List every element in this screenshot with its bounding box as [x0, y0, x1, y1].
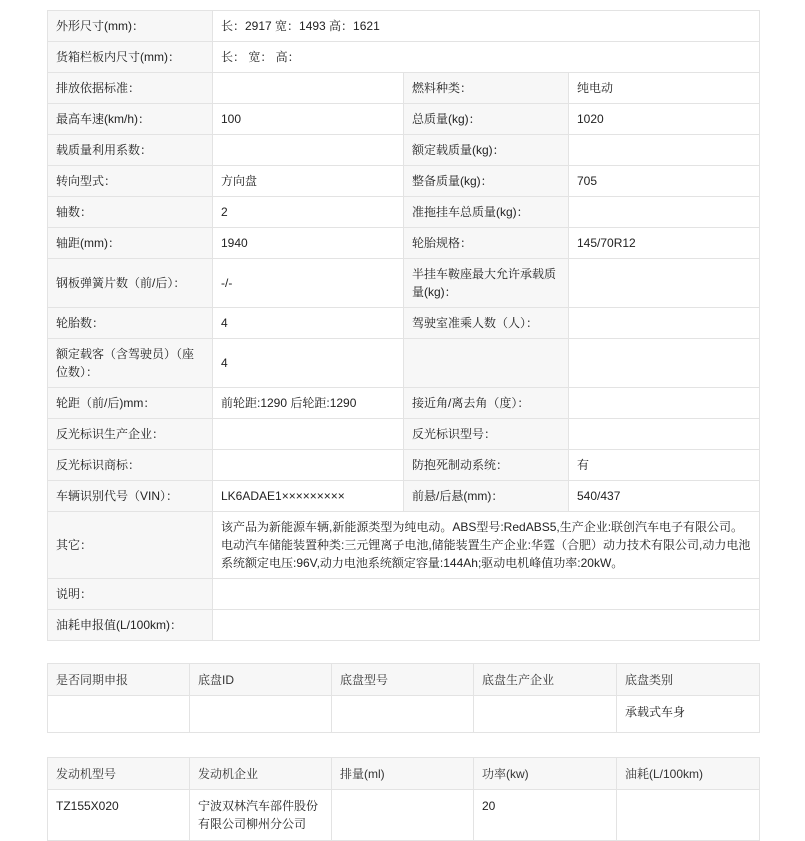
engine-cell-power: 20	[474, 790, 617, 841]
table-row	[48, 579, 760, 610]
spec-label: 其它：	[48, 512, 213, 579]
engine-cell-manufacturer: 宁波双林汽车部件股份有限公司柳州分公司	[190, 790, 332, 841]
spec-label: 说明：	[48, 579, 213, 610]
spec-value-other: 该产品为新能源车辆,新能源类型为纯电动。ABS型号:RedABS5,生产企业:联创汽车电子有限公司。电动汽车储能装置种类:三元锂离子电池,储能装置生产企业:华霆（合肥）动力技术有限公司,动力电池系统额定电压:96V,动力电池系统额定容量:144Ah;驱动电机峰值功率:20kW。	[213, 512, 760, 579]
spec-label: 前悬/后悬(mm)：	[404, 481, 569, 512]
chassis-col-category: 底盘类别	[617, 664, 760, 696]
spec-label: 额定载客（含驾驶员）（座位数）：	[48, 339, 213, 388]
chassis-table	[47, 663, 760, 733]
table-row	[48, 481, 760, 512]
spec-label: 额定载质量(kg)：	[404, 135, 569, 166]
table-row	[48, 610, 760, 641]
engine-col-fuel-consumption: 油耗(L/100km)	[617, 758, 760, 790]
chassis-col-manufacturer: 底盘生产企业	[474, 664, 617, 696]
table-row	[48, 11, 760, 42]
chassis-cell-model	[332, 696, 474, 733]
spec-value: 2	[213, 197, 404, 228]
engine-cell-fuel-consumption	[617, 790, 760, 841]
spec-value	[213, 579, 760, 610]
table-row	[48, 166, 760, 197]
spec-label: 反光标识型号：	[404, 419, 569, 450]
spec-value	[569, 419, 760, 450]
chassis-cell-manufacturer	[474, 696, 617, 733]
spec-value: 145/70R12	[569, 228, 760, 259]
chassis-col-same-period: 是否同期申报	[48, 664, 190, 696]
spec-label: 车辆识别代号（VIN）：	[48, 481, 213, 512]
spec-value	[569, 308, 760, 339]
table-row	[48, 104, 760, 135]
table-row	[48, 259, 760, 308]
spec-value: 长： 宽： 高：	[213, 42, 760, 73]
table-row	[48, 512, 760, 579]
vehicle-spec-page	[0, 10, 805, 831]
spec-value: 前轮距:1290 后轮距:1290	[213, 388, 404, 419]
spec-value: 方向盘	[213, 166, 404, 197]
spec-label: 轮胎规格：	[404, 228, 569, 259]
spec-label: 最高车速(km/h)：	[48, 104, 213, 135]
spec-label: 转向型式：	[48, 166, 213, 197]
spec-value: 540/437	[569, 481, 760, 512]
spec-label: 外形尺寸(mm)：	[48, 11, 213, 42]
table-row	[48, 197, 760, 228]
spec-label: 驾驶室准乘人数（人）：	[404, 308, 569, 339]
spec-value	[213, 73, 404, 104]
chassis-cell-category: 承载式车身	[617, 696, 760, 733]
spec-label: 防抱死制动系统：	[404, 450, 569, 481]
spec-value	[569, 259, 760, 308]
spec-table-body	[48, 11, 760, 641]
spec-label: 油耗申报值(L/100km)：	[48, 610, 213, 641]
spec-label: 载质量利用系数：	[48, 135, 213, 166]
spec-label: 钢板弹簧片数（前/后）：	[48, 259, 213, 308]
table-row	[48, 696, 760, 733]
spec-value	[569, 135, 760, 166]
spec-value	[213, 450, 404, 481]
spec-value: 1020	[569, 104, 760, 135]
engine-cell-model: TZ155X020	[48, 790, 190, 841]
engine-table-body	[48, 790, 760, 841]
spec-value: 纯电动	[569, 73, 760, 104]
spec-label: 轴距(mm)：	[48, 228, 213, 259]
table-header-row	[48, 664, 760, 696]
spec-value	[213, 419, 404, 450]
spec-value	[213, 135, 404, 166]
spec-value: 4	[213, 339, 404, 388]
spec-label: 准拖挂车总质量(kg)：	[404, 197, 569, 228]
engine-col-model: 发动机型号	[48, 758, 190, 790]
spec-value	[569, 339, 760, 388]
chassis-table-body	[48, 696, 760, 733]
table-row	[48, 135, 760, 166]
engine-col-displacement: 排量(ml)	[332, 758, 474, 790]
engine-table-head	[48, 758, 760, 790]
table-row	[48, 339, 760, 388]
spec-value: 1940	[213, 228, 404, 259]
table-row	[48, 388, 760, 419]
engine-cell-displacement	[332, 790, 474, 841]
spec-label: 轴数：	[48, 197, 213, 228]
engine-col-manufacturer: 发动机企业	[190, 758, 332, 790]
table-row	[48, 73, 760, 104]
spec-label: 货箱栏板内尺寸(mm)：	[48, 42, 213, 73]
spec-value: 100	[213, 104, 404, 135]
spec-label: 半挂车鞍座最大允许承载质量(kg)：	[404, 259, 569, 308]
spec-label: 轮距（前/后)mm：	[48, 388, 213, 419]
spec-label: 整备质量(kg)：	[404, 166, 569, 197]
table-row	[48, 790, 760, 841]
chassis-table-head	[48, 664, 760, 696]
spec-label: 排放依据标准：	[48, 73, 213, 104]
spec-value: 705	[569, 166, 760, 197]
chassis-cell-same-period	[48, 696, 190, 733]
spec-value: 有	[569, 450, 760, 481]
engine-table	[47, 757, 760, 841]
spec-label: 燃料种类：	[404, 73, 569, 104]
table-row	[48, 42, 760, 73]
chassis-col-model: 底盘型号	[332, 664, 474, 696]
engine-col-power: 功率(kw)	[474, 758, 617, 790]
vehicle-spec-table	[47, 10, 760, 641]
table-header-row	[48, 758, 760, 790]
table-row	[48, 308, 760, 339]
spec-label: 反光标识生产企业：	[48, 419, 213, 450]
table-row	[48, 228, 760, 259]
spec-label: 接近角/离去角（度）：	[404, 388, 569, 419]
chassis-cell-id	[190, 696, 332, 733]
spec-label: 总质量(kg)：	[404, 104, 569, 135]
spec-label: 反光标识商标：	[48, 450, 213, 481]
spec-value	[569, 388, 760, 419]
spec-label: 轮胎数：	[48, 308, 213, 339]
spec-value: 长：2917 宽：1493 高：1621	[213, 11, 760, 42]
table-row	[48, 450, 760, 481]
chassis-col-id: 底盘ID	[190, 664, 332, 696]
spec-value: LK6ADAE1×××××××××	[213, 481, 404, 512]
spec-value: 4	[213, 308, 404, 339]
spec-value: -/-	[213, 259, 404, 308]
table-row	[48, 419, 760, 450]
spec-value	[569, 197, 760, 228]
spec-value	[213, 610, 760, 641]
spec-label	[404, 339, 569, 388]
